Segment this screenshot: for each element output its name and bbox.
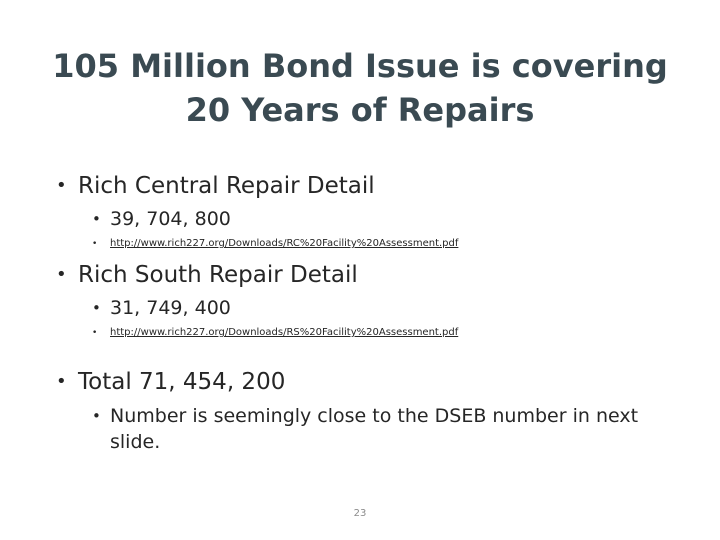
rich-central-amount: 39, 704, 800 (110, 208, 231, 230)
total-note-text: Number is seemingly close to the DSEB number in next slide. (110, 405, 639, 453)
slide-title-line-1: 105 Million Bond Issue is covering (52, 47, 668, 85)
bullet-rich-central (56, 172, 375, 200)
bullet-dot-icon: • (92, 239, 98, 249)
bullet-dot-icon: • (92, 407, 101, 425)
bullet-dot-icon: • (56, 264, 67, 285)
rich-central-heading: Rich Central Repair Detail (78, 173, 375, 199)
rich-south-heading: Rich South Repair Detail (78, 262, 358, 288)
bullet-total-note (92, 403, 650, 455)
total-heading: Total 71, 454, 200 (78, 369, 286, 395)
bullet-rich-central-amount (92, 206, 231, 232)
bullet-rich-south (56, 261, 358, 289)
bullet-dot-icon: • (92, 299, 101, 317)
bullet-total (56, 368, 285, 396)
bullet-rich-south-amount (92, 295, 231, 321)
page-number: 23 (353, 508, 367, 519)
bullet-rich-central-link (92, 237, 458, 251)
rich-central-assessment-link[interactable]: http://www.rich227.org/Downloads/RC%20Facility%20Assessment.pdf (110, 238, 459, 249)
bullet-dot-icon: • (92, 328, 98, 338)
rich-south-assessment-link[interactable]: http://www.rich227.org/Downloads/RS%20Facility%20Assessment.pdf (110, 327, 459, 338)
bullet-dot-icon: • (56, 371, 67, 392)
bullet-rich-south-link (92, 326, 458, 340)
rich-south-amount: 31, 749, 400 (110, 297, 231, 319)
slide-title (40, 44, 680, 132)
bullet-dot-icon: • (56, 175, 67, 196)
slide-title-line-2: 20 Years of Repairs (185, 91, 535, 129)
bullet-dot-icon: • (92, 210, 101, 228)
